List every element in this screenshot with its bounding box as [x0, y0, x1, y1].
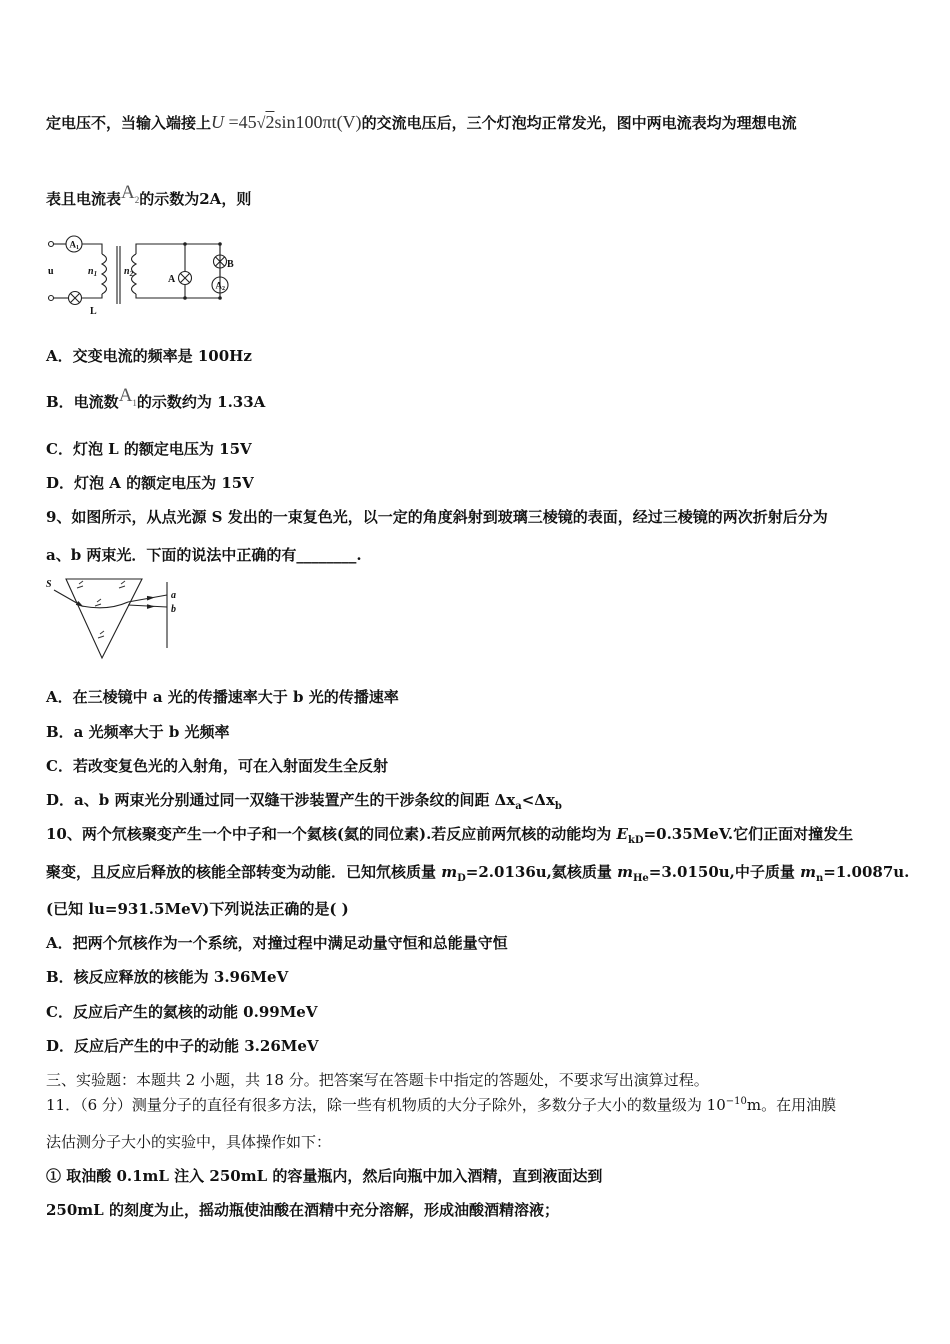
label-u: u — [48, 266, 54, 277]
meter1-label: A1 — [69, 239, 79, 251]
label-n2: $n_2$ — [124, 266, 134, 278]
prism-triangle — [66, 579, 142, 658]
q8-option-d: D．灯泡 A 的额定电压为 15V — [46, 474, 254, 492]
voltage-formula: U =45√2sin100πt(V) — [211, 112, 362, 132]
prism-diagram — [44, 574, 184, 660]
q9-option-c: C．若改变复色光的入射角，可在入射面发生全反射 — [46, 757, 388, 775]
q9-option-a: A．在三棱镜中 a 光的传播速率大于 b 光的传播速率 — [46, 688, 399, 706]
q11-step1-line1: ① 取油酸 0.1mL 注入 250mL 的容量瓶内，然后向瓶中加入酒精，直到液面达到 — [46, 1167, 603, 1185]
ammeter-a2-symbol: $A_2$ — [121, 182, 140, 205]
q10-option-b: B．核反应释放的核能为 3.96MeV — [46, 968, 289, 986]
label-b: b — [171, 604, 176, 615]
q10-line2: 聚变，且反应后释放的核能全部转变为动能．已知氘核质量 $m_D=2.0136u$,氦核质量 $m_{He}=3.0150u$,中子质量 $m_n=1.0087u$. — [46, 863, 910, 884]
label-a: A — [168, 274, 176, 285]
label-n1: $n_1$ — [88, 266, 98, 278]
q10-line3: (已知 lu=931.5MeV)下列说法正确的是( ) — [46, 900, 349, 918]
q9-line2: a、b 两束光．下面的说法中正确的有________. — [46, 546, 362, 564]
ammeter-a1-symbol: $A_1$ — [118, 385, 137, 408]
meter2-label: A2 — [215, 280, 225, 292]
q8-option-c: C．灯泡 L 的额定电压为 15V — [46, 440, 252, 458]
label-a: a — [171, 590, 176, 601]
q11-line2: 法估测分子大小的实验中，具体操作如下： — [46, 1133, 332, 1151]
q9-option-d: D．a、b 两束光分别通过同一双缝干涉装置产生的干涉条纹的间距 $\Delta x_a<\Delta x_b$ — [46, 791, 562, 812]
q11-step1-line2: 250mL 的刻度为止，摇动瓶使油酸在酒精中充分溶解，形成油酸酒精溶液； — [46, 1201, 559, 1219]
label-l: L — [90, 306, 97, 317]
input-terminal-top — [49, 242, 54, 247]
q10-option-c: C．反应后产生的氦核的动能 0.99MeV — [46, 1003, 318, 1021]
q9-option-b: B．a 光频率大于 b 光频率 — [46, 723, 230, 741]
section3-heading: 三、实验题：本题共 2 小题，共 18 分。把答案写在答题卡中指定的答题处，不要求写出演算过程。 — [46, 1071, 709, 1089]
input-terminal-bottom — [49, 296, 54, 301]
q11-line1: 11．（6 分）测量分子的直径有很多方法，除一些有机物质的大分子除外，多数分子大小的数量级为 $10^{-10}m$。在用油膜 — [46, 1096, 837, 1114]
q9-line1: 9、如图所示，从点光源 S 发出的一束复色光，以一定的角度斜射到玻璃三棱镜的表面，经过三棱镜的两次折射后分为 — [46, 508, 828, 526]
q8-option-a: A．交变电流的频率是 100Hz — [46, 347, 252, 365]
q8-line2: 表且电流表$A_2$的示数为2A，则 — [46, 182, 252, 208]
q10-option-a: A．把两个氘核作为一个系统，对撞过程中满足动量守恒和总能量守恒 — [46, 934, 508, 952]
label-s: S — [46, 579, 52, 590]
transformer-circuit-diagram — [44, 232, 244, 318]
q8-line1: 定电压不，当输入端接上U =45√2sin100πt(V)的交流电压后，三个灯泡均正常发光，图中两电流表均为理想电流 — [46, 112, 797, 132]
q8-option-b: B．电流数$A_1$的示数约为 1.33A — [46, 385, 266, 411]
q10-line1: 10、两个氘核聚变产生一个中子和一个氦核(氦的同位素).若反应前两氘核的动能均为 $E_{kD}=0.35MeV$.它们正面对撞发生 — [46, 825, 854, 846]
label-b: B — [227, 259, 234, 270]
q10-option-d: D．反应后产生的中子的动能 3.26MeV — [46, 1037, 319, 1055]
